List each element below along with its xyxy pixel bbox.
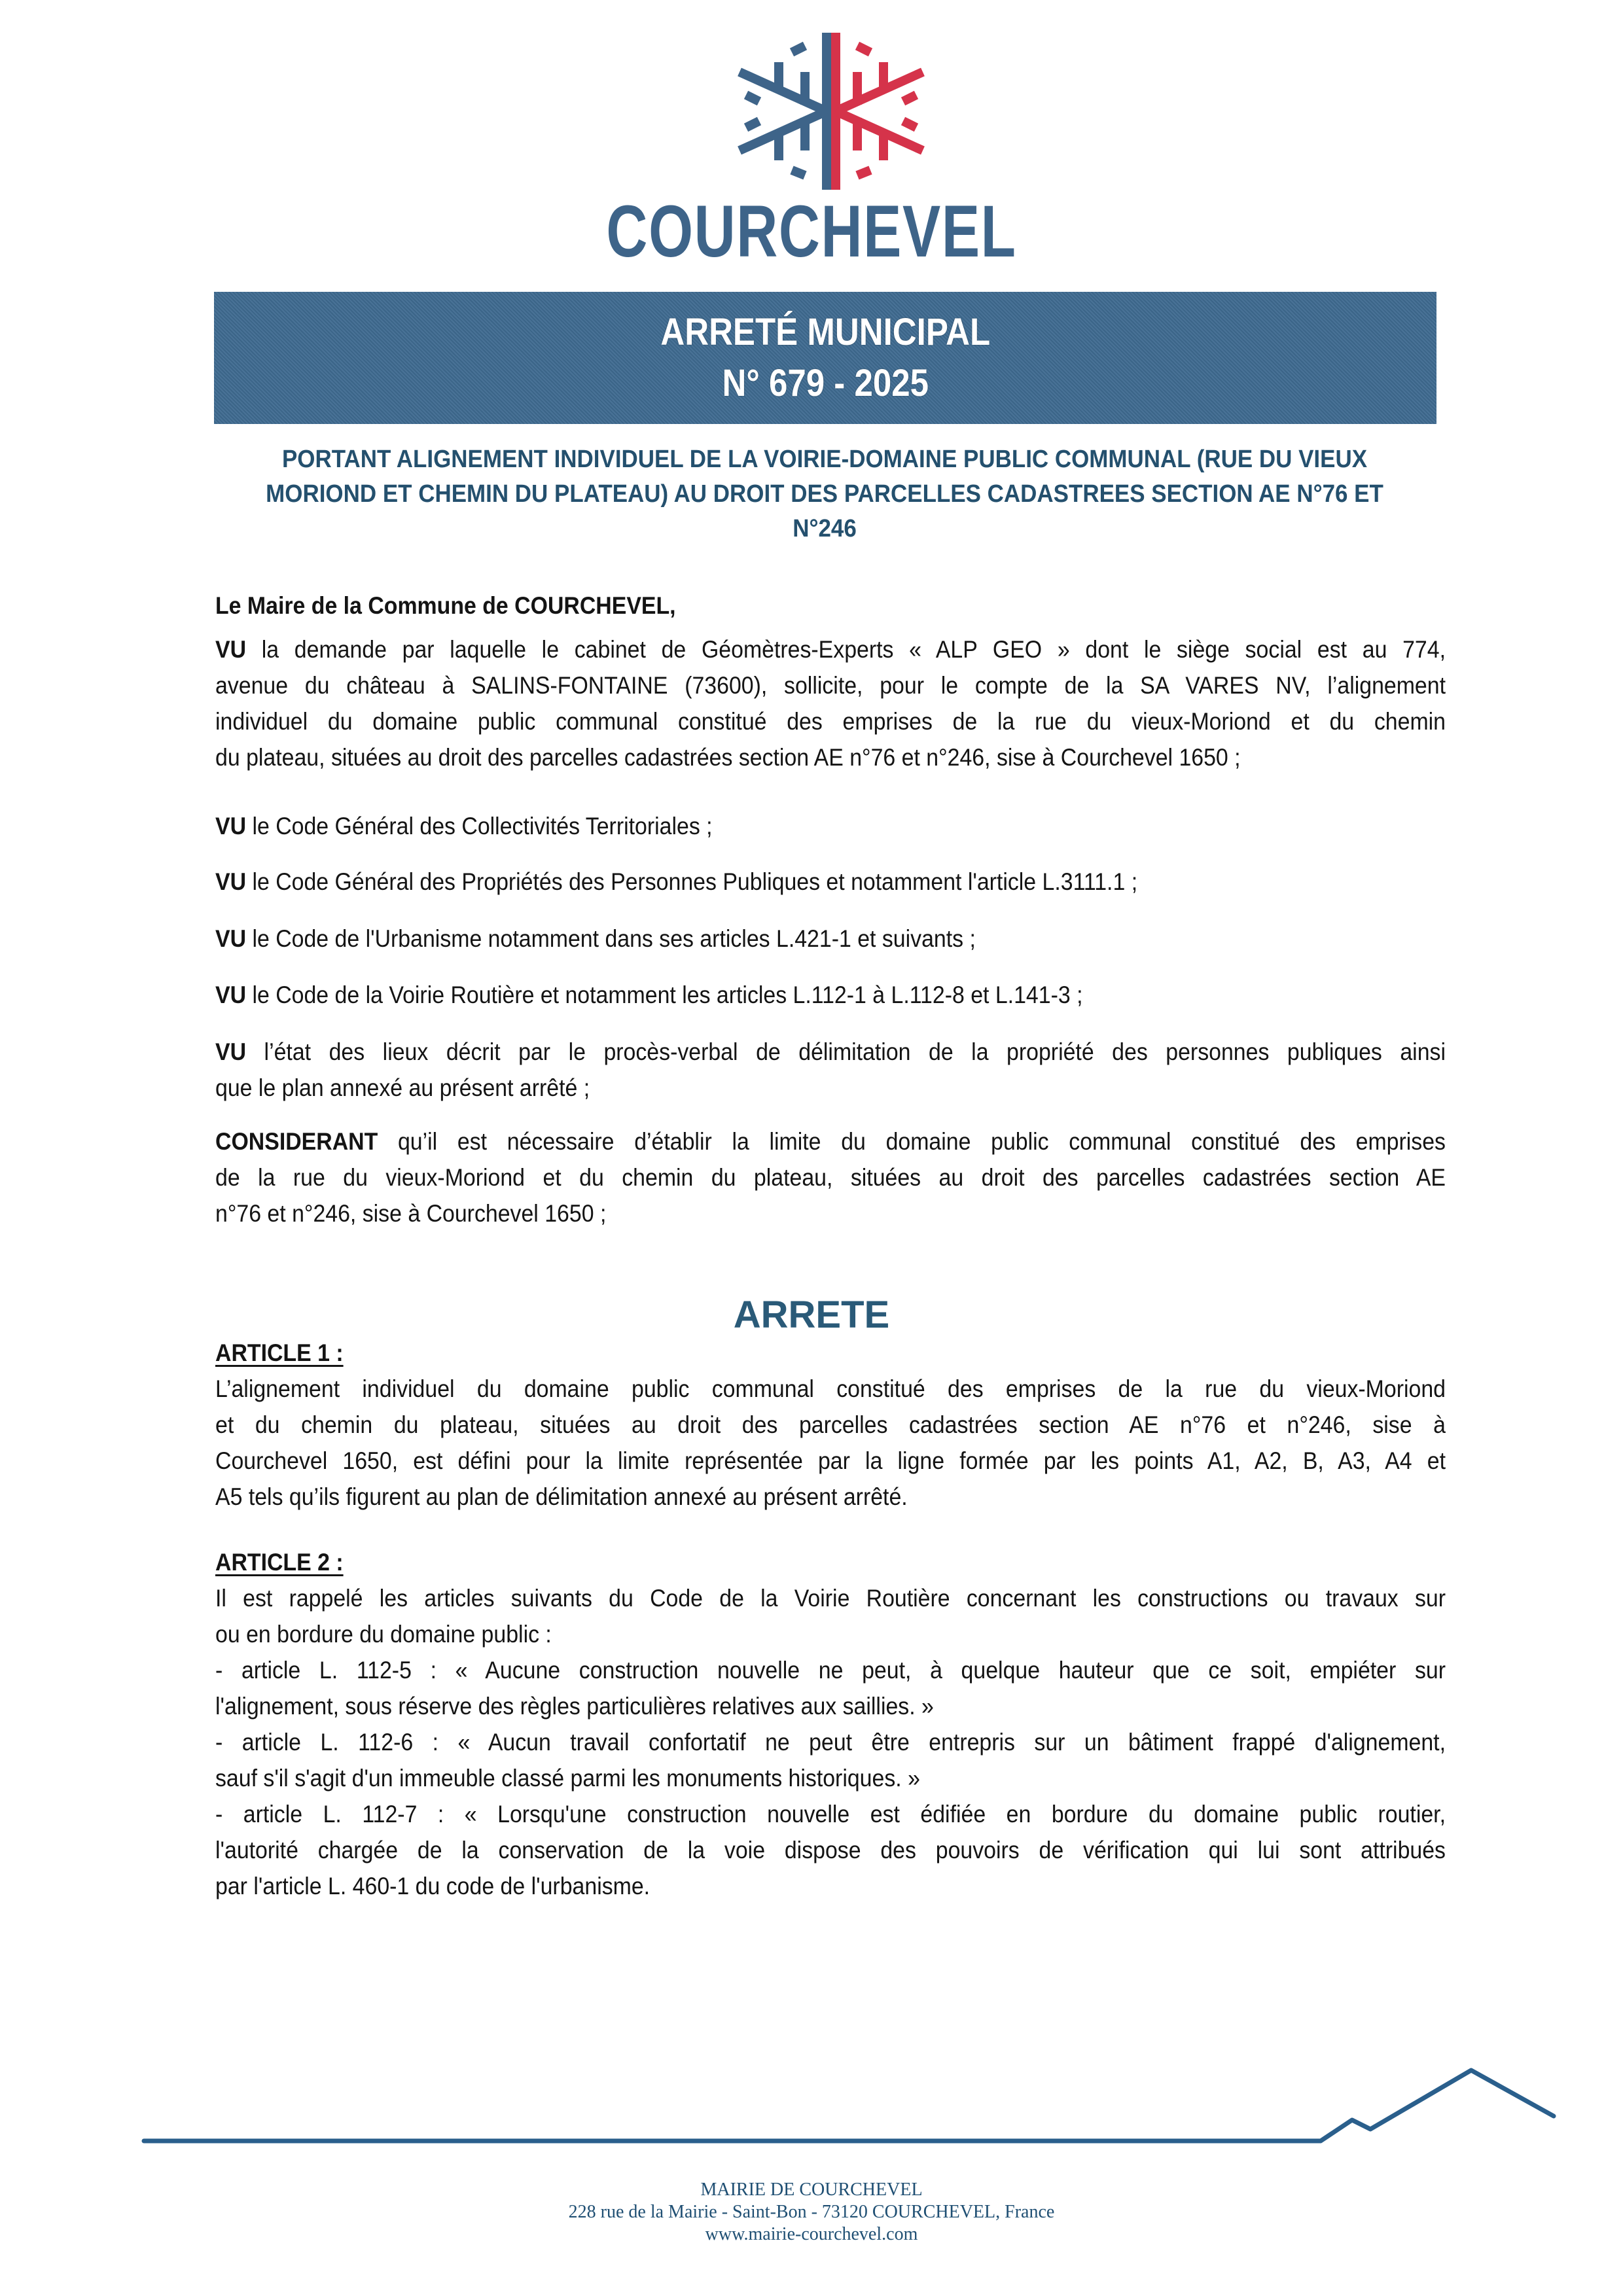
courchevel-snowflake-logo-icon (707, 33, 955, 190)
article-2: ARTICLE 2 : Il est rappelé les articles suivants du Code de la Voirie Routière concernant les constructions ou travaux sur ou en bordure du domaine public : - article L. 112-5 : « Aucune construction nouvelle ne peut, à quelque hauteur que ce soit, empiéter sur l'alignement, sous réserve des règles particulières relatives aux saillies. » - article L. 112-6 : « Aucun travail confortatif ne peut être entrepris sur un bâtiment frappé d'alignement, sauf s'il s'agit d'un immeuble classé parmi les monuments historiques. » - article L. 112-7 : « Lorsqu'une construction nouvelle est édifiée en bordure du domaine public routier, l'autorité chargée de la conservation de la voie dispose des pouvoirs de vérification qui lui sont attribués par l'article L. 460-1 du code de l'urbanisme. (215, 1544, 1446, 1904)
article-2-title: ARTICLE 2 : (215, 1549, 344, 1576)
article-1-title: ARTICLE 1 : (215, 1339, 344, 1366)
document-number: N° 679 - 2025 (722, 362, 929, 404)
vu-request-paragraph: VU la demande par laquelle le cabinet de Géomètres-Experts « ALP GEO » dont le siège social est au 774, avenue du château à SALINS-FONTAINE (73600), sollicite, pour le compte de la SA VARES NV, l’alignement individuel du domaine public communal constitué des emprises de la rue du vieux-Moriond et du chemin du plateau, situées au droit des parcelles cadastrées section AE n°76 et n°246, sise à Courchevel 1650 ; (215, 636, 1446, 771)
vu-keyword: VU (215, 636, 247, 663)
footer-mountain-line-icon (0, 2015, 1623, 2159)
article-1: ARTICLE 1 : L’alignement individuel du domaine public communal constitué des emprises de la rue du vieux-Moriond et du chemin du plateau, situées au droit des parcelles cadastrées section AE n°76 et n°246, sise à Courchevel 1650, est défini pour la limite représentée par la ligne formée par les points A1, A2, B, A3, A4 et A5 tels qu’ils figurent au plan de délimitation annexé au présent arrêté. (215, 1335, 1446, 1515)
document-title: ARRETÉ MUNICIPAL (660, 311, 990, 353)
logo-wordmark: COURCHEVEL (606, 190, 1017, 272)
vu-etat-des-lieux-paragraph: VU l’état des lieux décrit par le procès-verbal de délimitation de la propriété des personnes publiques ainsi que le plan annexé au présent arrêté ; (215, 1038, 1446, 1101)
footer-address-block (0, 2179, 1623, 2246)
considerant-paragraph: CONSIDERANT qu’il est nécessaire d’établir la limite du domaine public communal constitué des emprises de la rue du vieux-Moriond et du chemin du plateau, situées au droit des parcelles cadastrées section AE n°76 et n°246, sise à Courchevel 1650 ; (215, 1128, 1446, 1227)
subtitle-line: N°246 (793, 515, 857, 542)
subtitle-line: MORIOND ET CHEMIN DU PLATEAU) AU DROIT DES PARCELLES CADASTREES SECTION AE N°76 ET (266, 480, 1383, 508)
vu-voirie-paragraph: VU le Code de la Voirie Routière et notamment les articles L.112-1 à L.112-8 et L.141-3 ; (215, 981, 1083, 1008)
footer-address: 228 rue de la Mairie - Saint-Bon - 73120 COURCHEVEL, France (568, 2202, 1055, 2222)
vu-cgct-paragraph: VU le Code Général des Collectivités Territoriales ; (215, 813, 713, 839)
footer-website: www.mairie-courchevel.com (705, 2224, 918, 2244)
subtitle-line: PORTANT ALIGNEMENT INDIVIDUEL DE LA VOIRIE-DOMAINE PUBLIC COMMUNAL (RUE DU VIEUX (281, 446, 1368, 473)
arrete-heading: ARRETE (733, 1294, 890, 1336)
vu-urbanisme-paragraph: VU le Code de l'Urbanisme notamment dans ses articles L.421-1 et suivants ; (215, 925, 976, 952)
footer-org: MAIRIE DE COURCHEVEL (700, 2180, 923, 2200)
vu-cg3p-paragraph: VU le Code Général des Propriétés des Personnes Publiques et notamment l'article L.3111.1 ; (215, 868, 1138, 895)
document-subtitle (209, 442, 1440, 546)
title-banner (214, 292, 1436, 424)
mayor-intro: Le Maire de la Commune de COURCHEVEL, (215, 592, 676, 619)
